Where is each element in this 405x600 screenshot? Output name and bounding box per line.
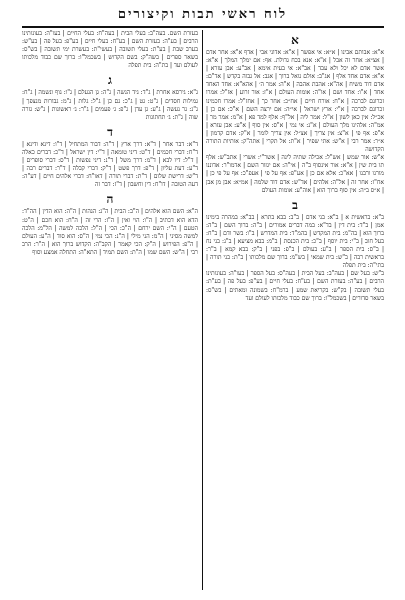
section-heading-dalet: ד (107, 124, 113, 139)
section-heading-alef: א (291, 33, 299, 47)
page-title: לוח ראשי תבות וקיצורים (117, 7, 288, 22)
alef-entries-cont: א"ש: אור שמש | אש"ל: אכילה שתיה לינה | אשר"י: אשרי | אתב"ש: אלף תו בית שין | א"א: אור אינסוף ב"ה | אי"ה: אם יגזור השם | אדמו"ר: אדוננו מורנו ורבנו | אא"כ: אלא אם כן | אע"פ: אף על פי | אעפ"כ: אף על פי כן | אח"ז: אחר זה | אל"ה: אלהים | אד"ש: אדם דוד שלמה | אמ״א: אבן מן אבן | א״ס ב״ה: אין סוף ברוך הוא | אוה"ע: אומות העולם (206, 154, 384, 194)
alef-entries: א"א: אבותם אבינו | א״א: אי אפשר | א"א: אדוני אבי | אדף א"א: אחר אדם | אצ״א: אחר זה אבל | א"א: אנא בכח גדולת. אף: אם ימלך המלך | א"א: אשר אדם לא יכל ולא עבד | אב"א: אי בעית אימא | אב"ע: אבן עזרא | א"א: אדם אחד אלף | אג"ב: אולם גואל ברוך | אגב: אל גבוה בקדש | אד"ם: אדם דוד משיח | אה"א: אהבת אהבה | א"ה: אמר ה׳ | אהא"א: אחד האחד אחד | א"ו: אחד ושם | או"ה: אומות העולם | א"ז: אור זרוע | אז"ל: אמרו זכרונם לברכה | א"ח: אורח חיים | אח״כ: אחר כך | אחז"ל: אמרו חכמינו זכרונם לברכה | א"י: ארץ ישראל | אי״ה: אם ירצה השם | א"כ: אם כן | אכ״ל: אין כאן לשון | א"ל: אמר ליה | אל"ף: אלף למד פא | א"מ: אמר מר | אמ"ה: אלהינו מלך העולם | א"נ: אי נמי | א"ס: אין סוף | א"ע: אבן עזרא | א"פ: אף פי | א"צ: אין צריך | אצ״ל: אין צריך לומר | א"ק: אדם קדמון | א״ר: אמר רבי | א"ש: אתי שפיר | א"ת: אל תקרי | אתה"ק: אותיות התורה הקדושה (206, 49, 384, 154)
bet-entries-cont: ב"ש: בעל שם | בעה"ב: בעל הבית | בעה"ס: בעל הספר | בעו"ה: בעונותינו הרבים | בע"ה: בעזרת השם | בע"ח: בעלי חיים | בע"פ: בעל פה | בע"ת: בעלי תשובה | בק"ש: בקריאת שמע | ברמ"ח: בשמונה ומאתים | בש"ס: בשאר סדורים | בשכמל"ו: ברוך שם כבוד מלכותו לעולם ועד (206, 270, 384, 302)
intro-entries: בעזרת השם. בעה"ב: בעלי הבית | בעה"ח: בעלי החיים | בעו"ה: בעונותינו הרבים | בע"ה: בעזרת השם | בע"ח: בעלי חיים | בע"פ: בעל פה | בע"ש: בערב שבת | בע"ת: בעלי תשובה | בעשי"ת: בעשרת ימי תשובה | בש"ס: בשאר ספרים | בשה"ק: בשם הקדוש | בשכמל"ו: ברוך שם כבוד מלכותו לעולם ועד | בת"ה: בית תפלה (22, 30, 198, 70)
title-rule (22, 26, 384, 28)
left-column (22, 30, 198, 590)
column-divider (202, 30, 203, 590)
dalet-entries: ד"א: דבר אחר | ד"א: דרך ארץ | ד"ה: דבור המתחיל | ד"ו: דינא ודינא | ד"ח: דברי חכמים | ד"ט: דיני טומאה | ד"י: דין ישראל | ד"כ: דברים כאלה | ד"ל: דיו לבא | ד"מ: דרך משל | ד"נ: דיני נפשות | ד"ס: דברי סופרים | ד"ע: דעת עליון | ד"פ: דרך פשט | ד"ק: דברי קבלה | ד"ר: דברים רבה | ד"ש: דרישת שלום | ד"ת: דברי תורה | דאו"ח: דברי אלהים חיים | דע"ה: דעה הטובה | דו"ח: דין וחשבון | ד"ז: דבר זה (22, 140, 198, 189)
section-heading-he: ה (106, 192, 114, 207)
he-entries: ה"א: השם הוא אלהים | ה"ב: הבית | ה"ג: הגהות | ה"ה: הוא הדין | הה"ד: הדא הוא דכתיב | ה"ו: הוי ואין | ה"ז: הרי זה | ה"ח: הוא חכם | ה"ט: הטעם | ה"י: השם ירחם | ה"כ: הכי | ה"ל: הלכה למשה | הל"מ: הלכה למשה מסיני | ה"מ: הני מילי | ה"נ: הכי נמי | ה"ס: הוא סוד | ה"ע: העולם | ה"פ: הפירוש | ה"ק: הכי קאמר | הקב"ה: הקדוש ברוך הוא | ה"ר: הרב רבי | ה"ש: השם שמו | ה"ת: השם תמיד | התא"ה: התחלה אמצע וסוף (22, 208, 198, 256)
section-heading-bet: ב (292, 197, 298, 212)
bet-entries: ב"א: בראשית א | ב"א: בני אדם | ב"ב: בבא בתרא | בב"א: במהרה בימינו אמן | ב"ד: בית דין | בד"א: במה דברים אמורים | ב"ה: ברוך השם | ב"ה: ברוך הוא | בה"מ: בית המקדש | בהמ"ד: בית המדרש | ב"ו: בשר ודם | ב"ח: בעל חוב | ב"י: בית יוסף | ב"כ: בית הכנסת | ב"מ: בבא מציעא | ב"נ: בני נח | ב"ס: בית הספר | ב"ע: בעולם | ב"פ: בפני | ב"ק: בבא קמא | ב"ר: בראשית רבה | ב"ש: בית שמאי | בש"מ: ברוך שם מלכותו | ב"ת: בני תורה | בתי"ה: בית תפלה (206, 213, 384, 270)
section-heading-gimel: ג (108, 73, 112, 88)
gimel-entries: ג"א: גירסא אחרת | ג"ד: גיד הנשה | ג"ה: גן הנעלם | ג"ו: גוף ונשמה | ג"ח: גמילות חסדים | ג"ט: גט | ג"כ: גם כן | ג"ל: גלות | ג"מ: גבורות מנצפך | ג"נ: גר נעשה | ג"ע: גן עדן | ג"פ: ג׳ פעמים | ג"ר: ג׳ ראשונות | ג"ש: גזרה שוה | ג"ת: ג׳ תחתונות (22, 89, 198, 121)
right-column (206, 30, 384, 590)
